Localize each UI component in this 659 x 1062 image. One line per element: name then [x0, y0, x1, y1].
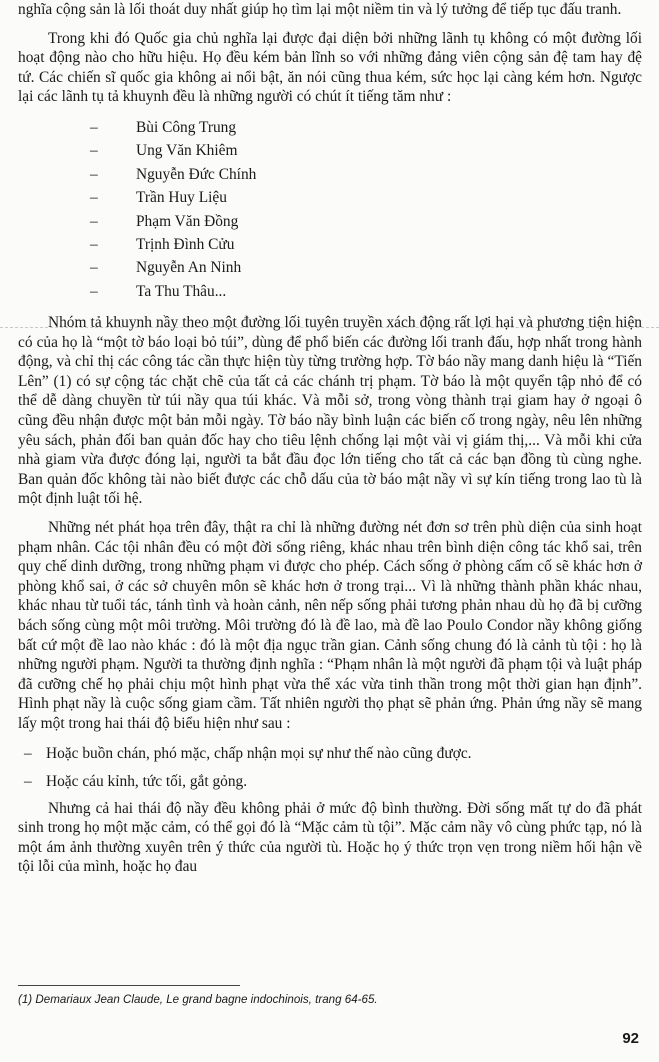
dash-marker: – [90, 212, 98, 230]
list-item: – Nguyễn An Ninh [90, 256, 642, 279]
paragraph-prison-complex: Nhưng cả hai thái độ nầy đều không phải ở mức độ bình thường. Đời sống mất tự do đã phát sinh trong họ một mặc cảm, có thể gọi đó là “Mặc cảm tù tội”. Mặc cảm nầy vô cùng phức tạp, nó là một ám ảnh thường xuyên trên ý thức của người tù. Hoặc họ ý thức trọn vẹn trong niềm hối hận về tội lỗi của mình, hoặc họ đau [18, 799, 642, 876]
dash-marker: – [90, 118, 98, 136]
page-number: 92 [622, 1030, 639, 1047]
footnote-divider [18, 985, 240, 986]
list-item: – Ta Thu Thâu... [90, 280, 642, 303]
dash-marker: – [90, 235, 98, 253]
paragraph-pocket-newspaper: Nhóm tả khuynh nầy theo một đường lối tuyên truyền xách động rất lợi hại và phương tiện hiện có của họ là “một tờ báo loại bỏ túi”, dùng để phổ biến các đường lối tranh đấu, hợp nhất trong hành động, và chỉ thị các công tác cần thực hiện tùy từng trường hợp. Tờ báo nầy mang danh hiệu là “Tiến Lên” (1) có sự cộng tác chặt chẽ của tất cả các chánh trị phạm. Tờ báo là một quyển tập nhỏ để có thể dễ dàng chuyền từ túi nầy qua túi khác. Và mỗi sở, trong vòng thành trại giam hay ở ngoại ô cũng đều nhận được một bản mỗi ngày. Tờ báo nầy bình luận các biến cố trong ngày, nêu lên những yêu sách, phản đối ban quản đốc hay cho tiêu lệnh chống lại một vài vị giám thị,... Và mỗi khi cửa nhà giam vừa được đóng lại, người ta bắt đầu đọc lớn tiếng cho tất cả các bạn đồng tù cùng nghe. Ban quản đốc không tài nào biết được các chỗ dấu của tờ báo mật nầy vì sự kín tiếng trong lao tù là một định luật tối hệ. [18, 314, 642, 508]
dash-marker: – [90, 142, 98, 160]
dash-marker: – [90, 259, 98, 277]
list-item: – Hoặc buồn chán, phó mặc, chấp nhận mọi sự như thế nào cũng được. [24, 743, 642, 765]
list-item: – Phạm Văn Đồng [90, 210, 642, 233]
paragraph-nationalist-leaders: Trong khi đó Quốc gia chủ nghĩa lại được đại diện bởi những lãnh tụ không có một đường lối hoạt động nào cho hữu hiệu. Họ đều kém bản lĩnh so với những đảng viên cộng sản đệ tam hay đệ tứ. Các chiến sĩ quốc gia không ai nổi bật, ăn nói cũng thua kém, sức học lại càng kém hơn. Ngược lại các lãnh tụ tả khuynh đều là những người có chút ít tiếng tăm như : [18, 29, 642, 106]
list-item: – Nguyễn Đức Chính [90, 163, 642, 186]
dash-marker: – [24, 772, 32, 790]
dash-marker: – [90, 282, 98, 300]
body-text [18, 0, 642, 886]
list-item: – Hoặc cáu kỉnh, tức tối, gắt gỏng. [24, 771, 642, 793]
paragraph-prisoner-life: Những nét phát họa trên đây, thật ra chỉ là những đường nét đơn sơ trên phù diện của sinh hoạt phạm nhân. Các tội nhân đều có một đời sống riêng, khác nhau trên bình diện công tác khổ sai, trên quy chế dinh dưỡng, trong những phạm vi được cho phép. Cách sống ở phòng cấm cố sẽ khác hơn ở phòng khổ sai, ở các sở chuyên môn sẽ khác hơn ở trong trại... Vì là những thành phần khác nhau, khác nhau từ tuổi tác, tánh tình và hoàn cảnh, nên nếp sống phải tương phản nhau dù họ đã bị cưỡng bách sống cùng một môi trường. Môi trường đó là đề lao, mà đề lao Poulo Condor nầy không giống bất cứ một đề lao nào khác : đó là một địa ngục trần gian. Cảnh sống chung đó là cảnh tù tội : họ là những người phạm. Người ta thường định nghĩa : “Phạm nhân là một người đã phạm tội và luật pháp đã cưỡng chế họ phải chịu một hình phạt vừa thể xác vừa tinh thần trong một thời gian hạn định”. Hình phạt nầy là cuộc sống giam cầm. Tất nhiên người thọ phạt sẽ phản ứng. Phản ứng nầy sẽ mang lấy một trong hai thái độ biểu hiện như sau : [18, 519, 642, 732]
paragraph-continuation: nghĩa cộng sản là lối thoát duy nhất giúp họ tìm lại một niềm tin và lý tưởng để tiếp tục đấu tranh. [18, 1, 622, 18]
list-item: – Trịnh Đình Cửu [90, 233, 642, 256]
list-item: – Bùi Công Trung [90, 116, 642, 139]
dash-marker: – [24, 744, 32, 762]
list-item: – Trần Huy Liệu [90, 186, 642, 209]
dash-marker: – [90, 165, 98, 183]
attitude-list [18, 743, 642, 793]
footnote: (1) Demariaux Jean Claude, Le grand bagne indochinois, trang 64-65. [18, 993, 378, 1006]
leader-list [18, 116, 642, 303]
list-item: – Ung Văn Khiêm [90, 139, 642, 162]
dash-marker: – [90, 189, 98, 207]
